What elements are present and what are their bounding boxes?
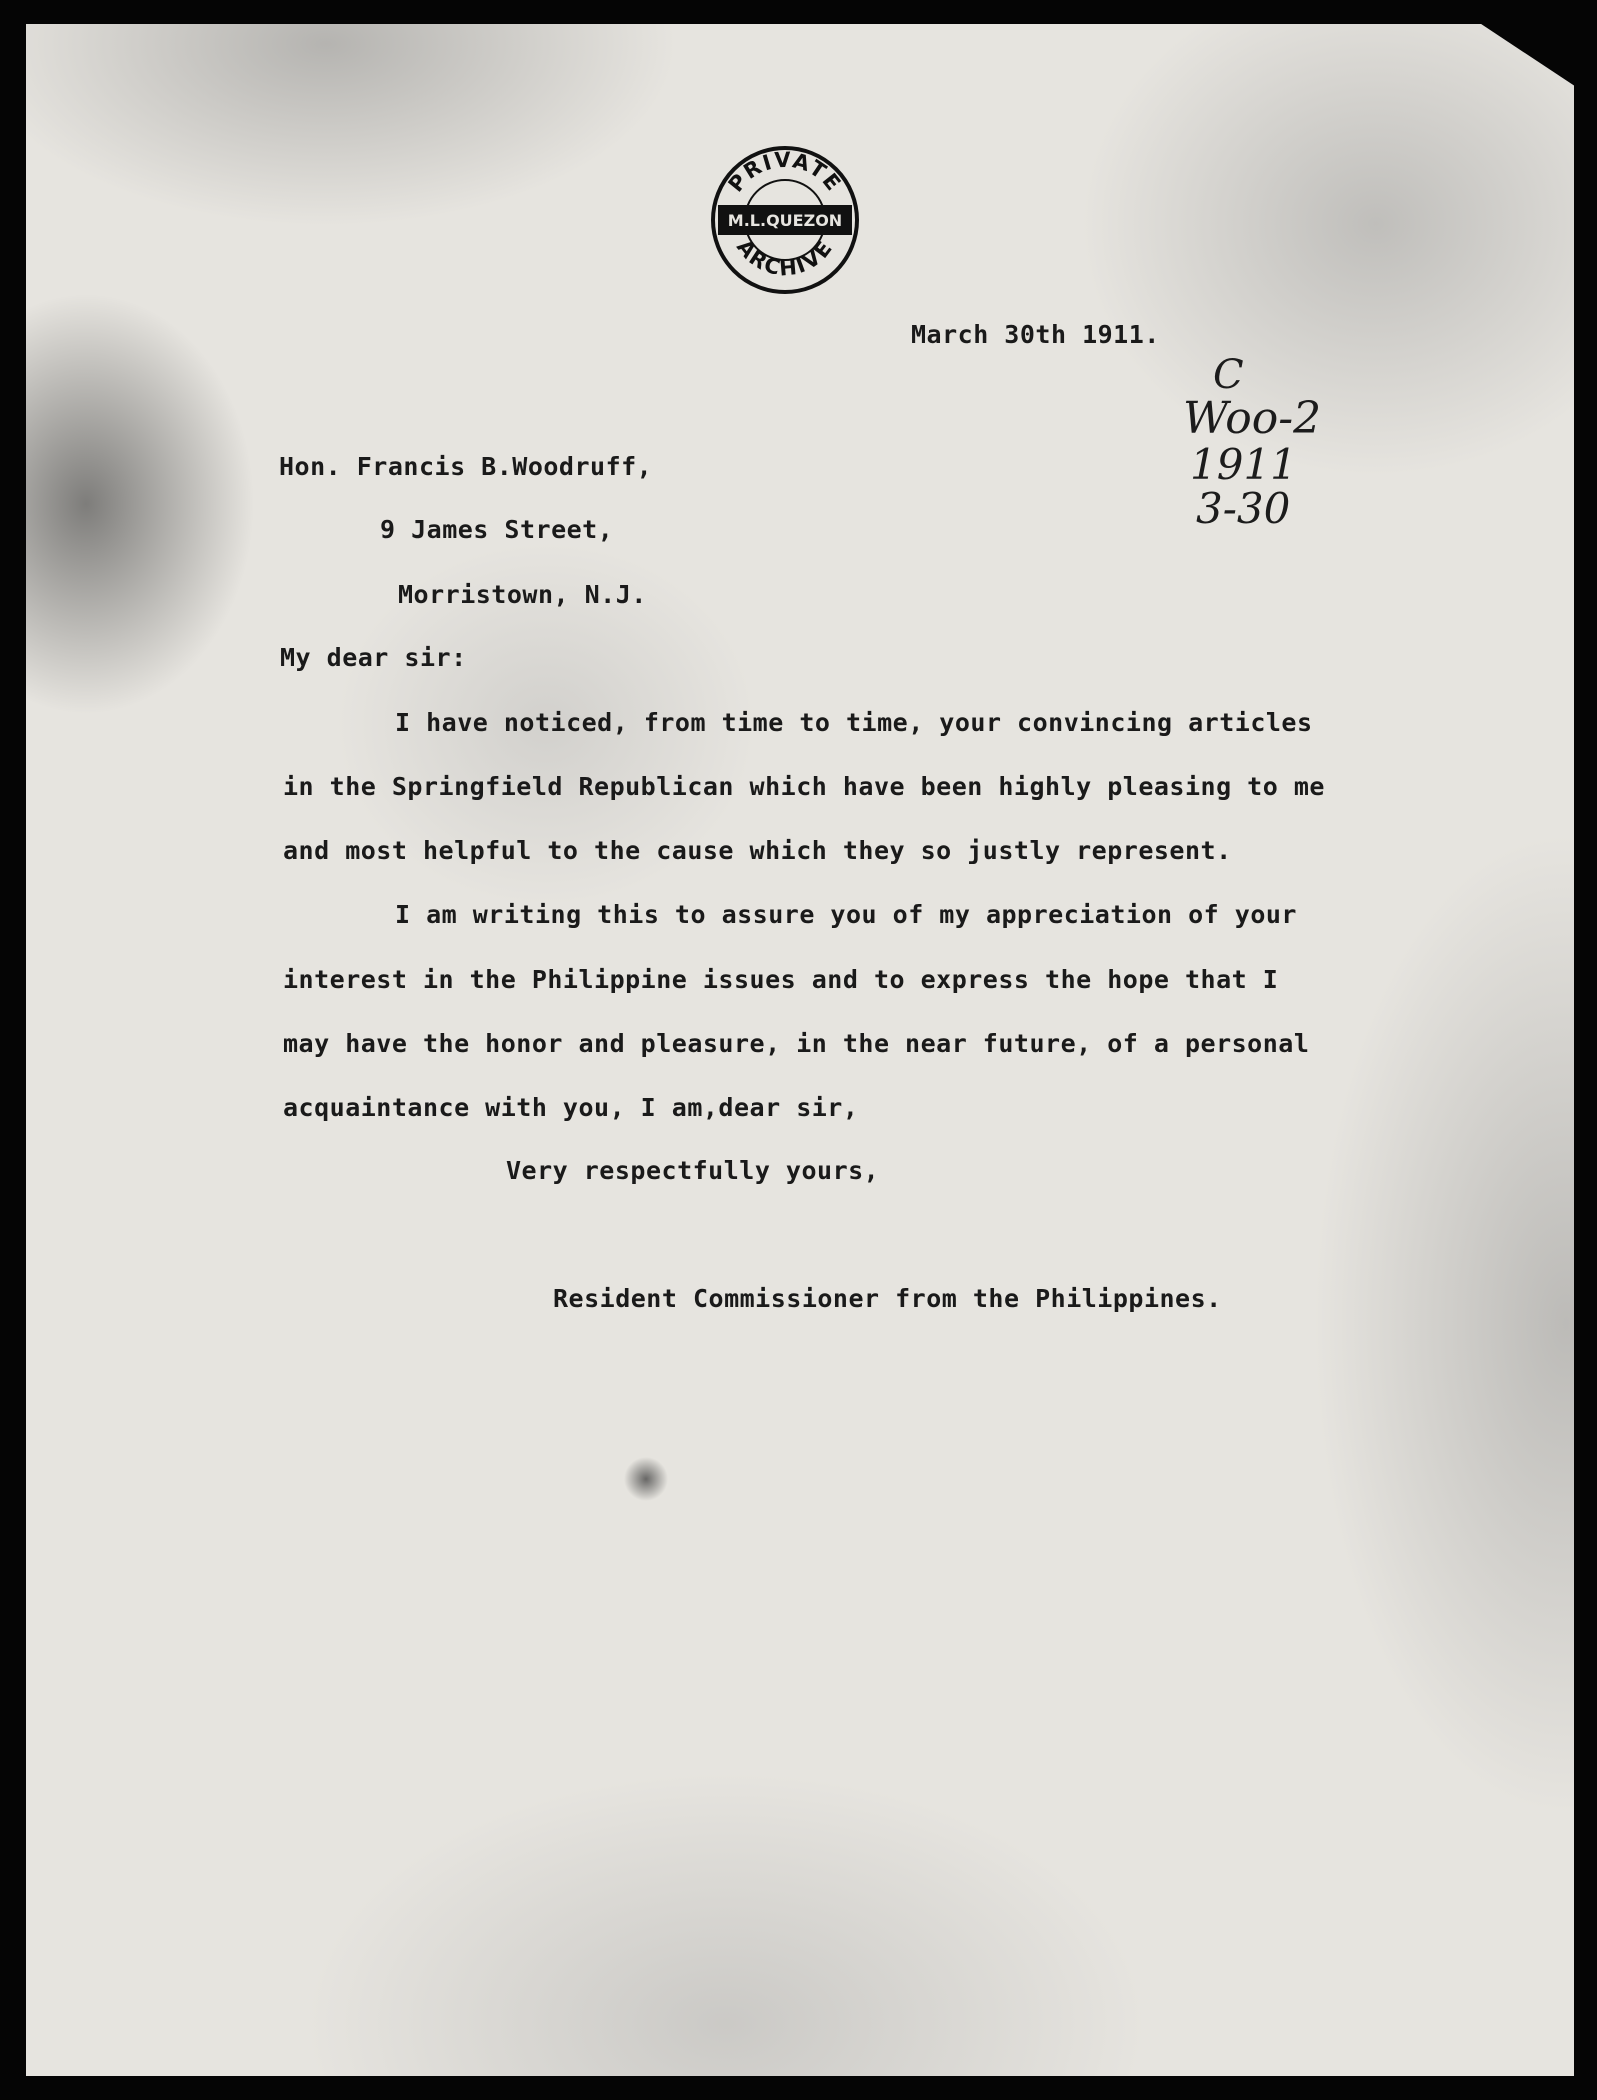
signature-title: Resident Commissioner from the Philippines.: [553, 1284, 1222, 1313]
recipient-name: Hon. Francis B.Woodruff,: [279, 452, 653, 481]
paragraph2-line-3: may have the honor and pleasure, in the near future, of a personal: [283, 1029, 1310, 1058]
stamp-bottom-text: ARCHIVE: [732, 234, 838, 281]
paragraph2-line-4: acquaintance with you, I am,dear sir,: [283, 1093, 859, 1122]
paragraph1-line-3: and most helpful to the cause which they so justly represent.: [283, 836, 1232, 865]
letter-date: March 30th 1911.: [911, 320, 1160, 349]
annotation-line-1: C: [1213, 352, 1244, 398]
closing: Very respectfully yours,: [506, 1156, 880, 1185]
annotation-line-3: 1911: [1190, 440, 1297, 489]
annotation-line-2: Woo-2: [1183, 393, 1322, 444]
stamp-center-text: M.L.QUEZON: [727, 211, 843, 230]
salutation: My dear sir:: [280, 643, 467, 672]
paragraph1-line-1: I have noticed, from time to time, your convincing articles: [395, 708, 1313, 737]
paragraph2-line-2: interest in the Philippine issues and to express the hope that I: [283, 965, 1279, 994]
paragraph1-line-2: in the Springfield Republican which have been highly pleasing to me: [283, 772, 1325, 801]
paragraph2-line-1: I am writing this to assure you of my appreciation of your: [395, 900, 1297, 929]
stamp-top-text: PRIVATE: [723, 147, 847, 197]
recipient-city: Morristown, N.J.: [398, 580, 647, 609]
archive-stamp: [710, 145, 860, 295]
annotation-line-4: 3-30: [1196, 484, 1291, 533]
recipient-street: 9 James Street,: [380, 515, 614, 544]
